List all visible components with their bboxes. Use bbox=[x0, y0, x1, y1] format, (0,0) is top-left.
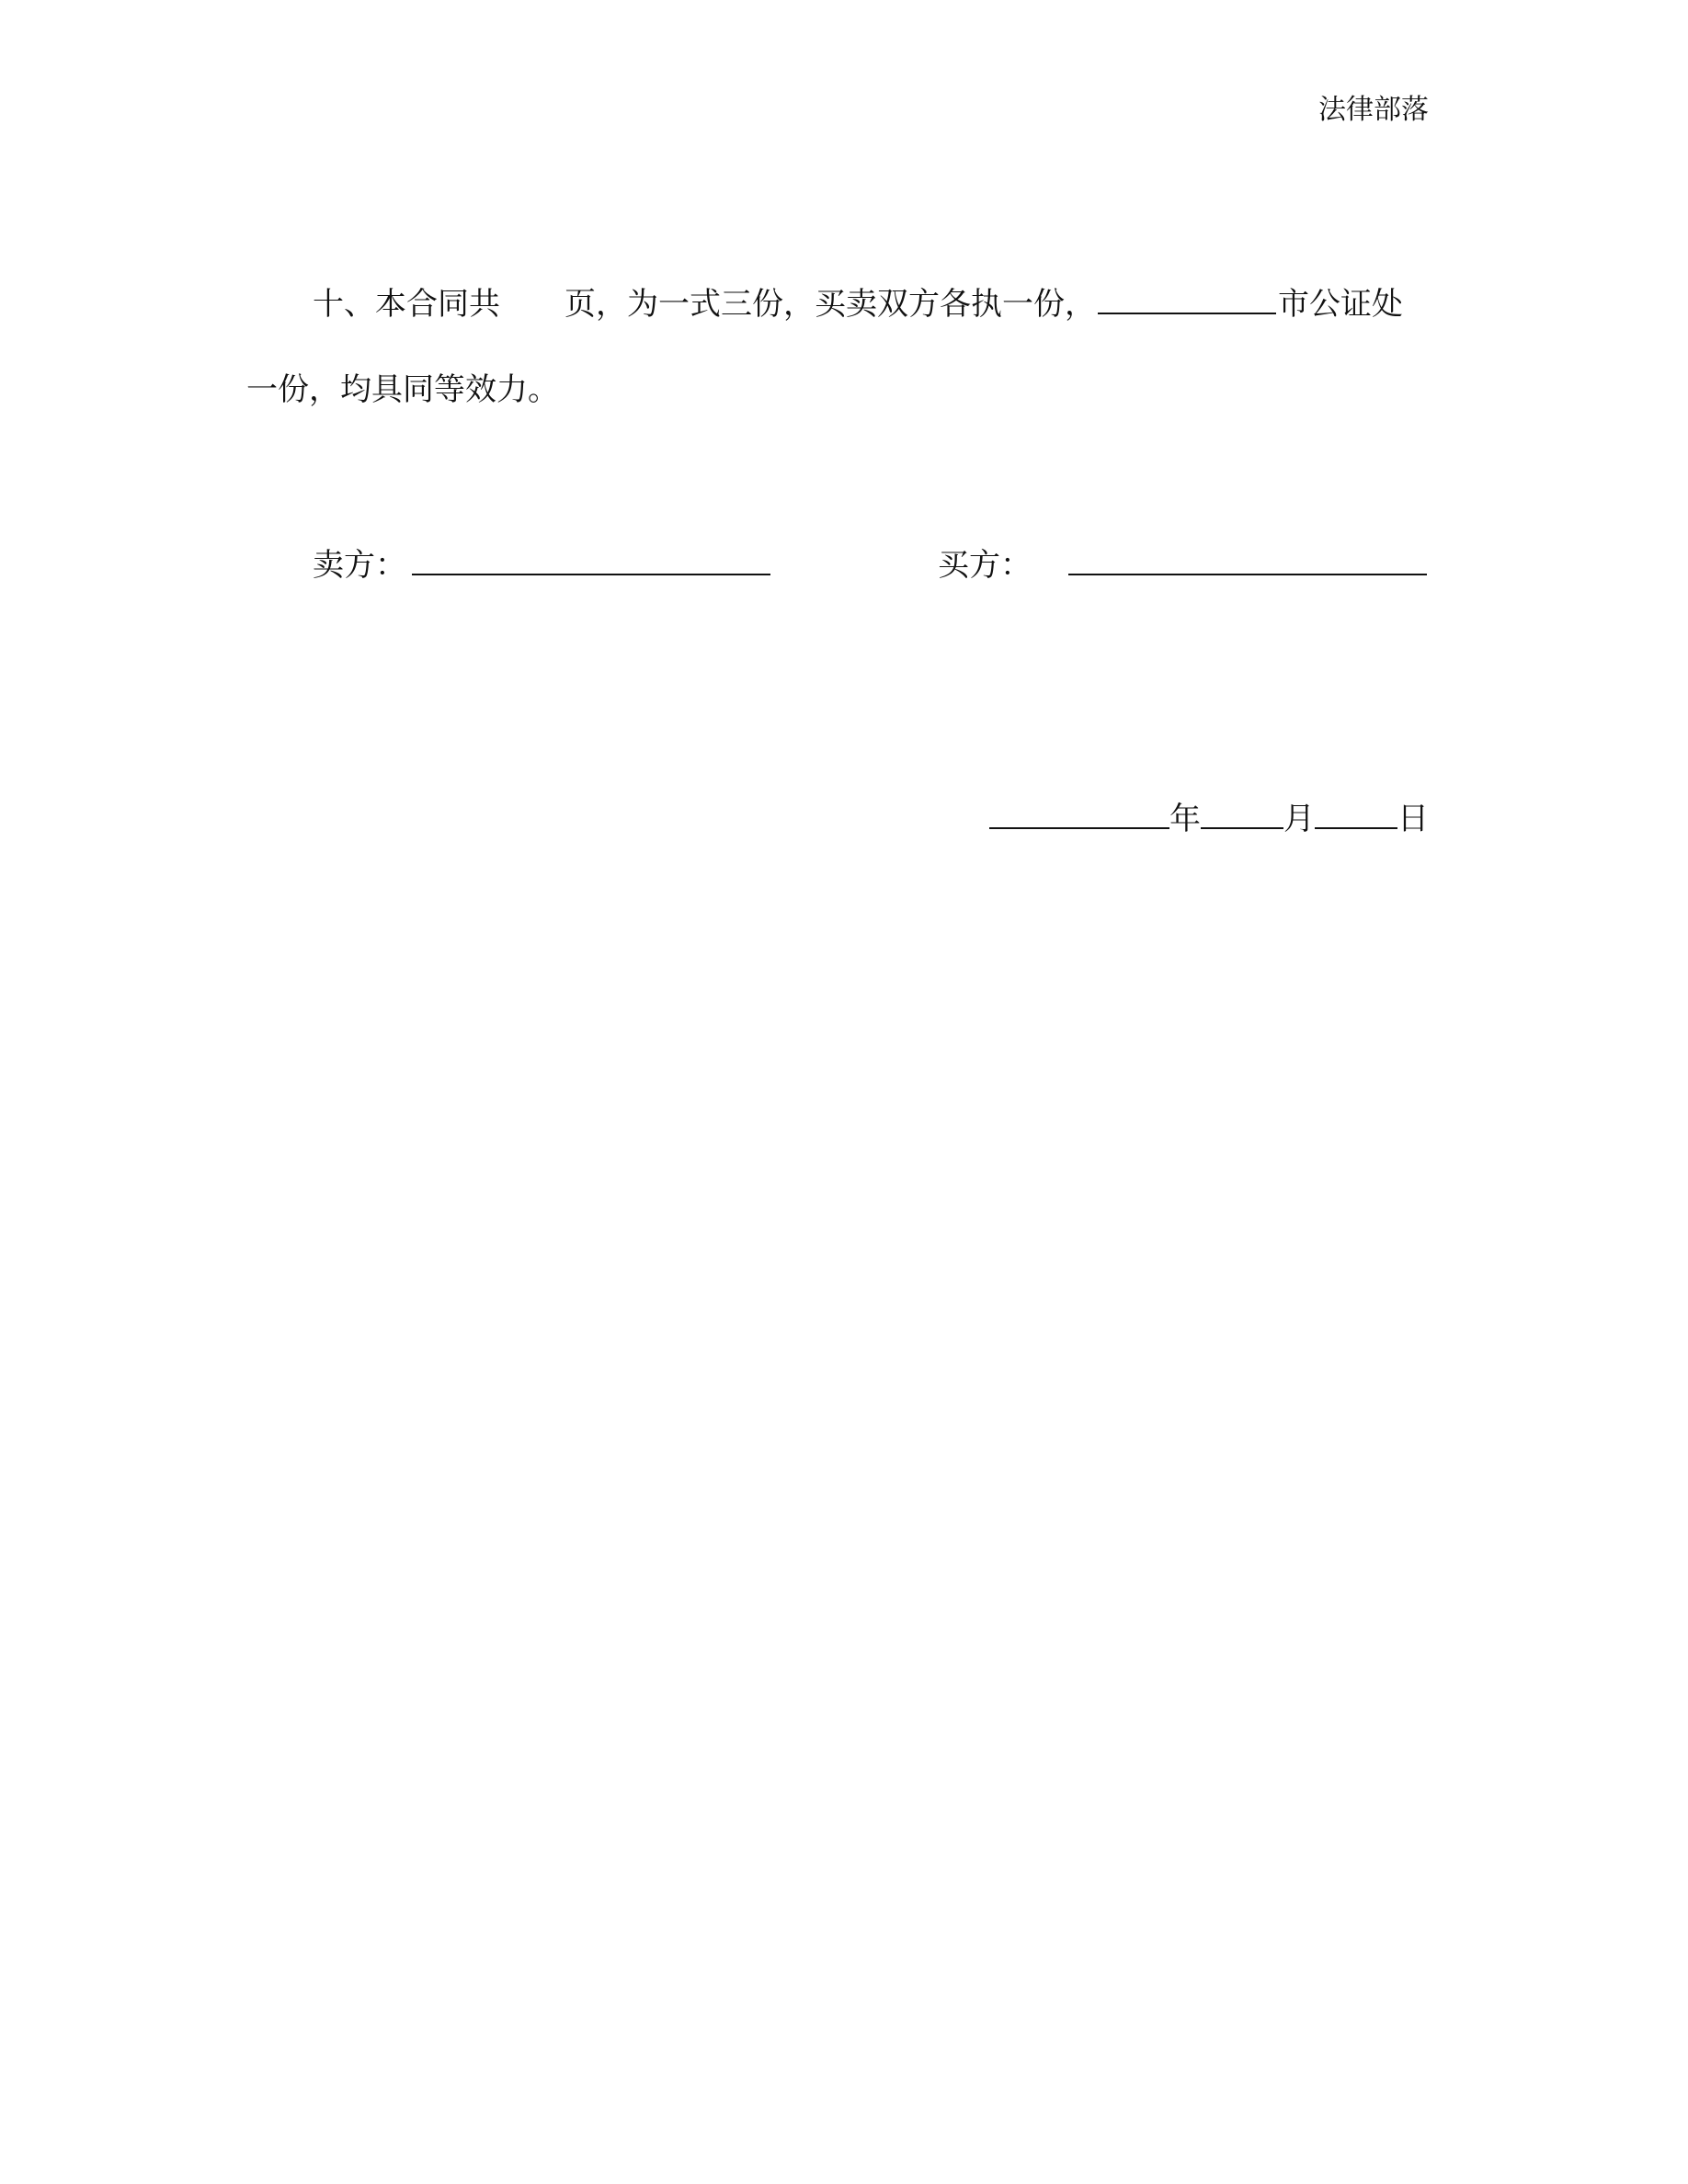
seller-signature-line bbox=[412, 542, 770, 575]
header-brand: 法律部落 bbox=[1318, 94, 1429, 126]
year-label: 年 bbox=[1169, 801, 1201, 837]
date-line bbox=[989, 796, 1429, 841]
clause-text-part3: 市公证处 bbox=[1278, 286, 1403, 323]
month-blank-line bbox=[1201, 796, 1283, 829]
clause-ten-line-1 bbox=[313, 281, 1403, 326]
year-blank-line bbox=[989, 796, 1169, 829]
seller-signature bbox=[313, 542, 770, 587]
buyer-signature bbox=[938, 542, 1427, 587]
day-blank-line bbox=[1315, 796, 1397, 829]
seller-label: 卖方： bbox=[313, 547, 406, 584]
clause-text-part2: 页，为一式三份，买卖双方各执一份， bbox=[565, 286, 1096, 323]
day-label: 日 bbox=[1397, 801, 1429, 837]
clause-text-part1: 十、本合同共 bbox=[313, 286, 500, 323]
month-label: 月 bbox=[1283, 801, 1315, 837]
buyer-signature-line bbox=[1068, 542, 1427, 575]
buyer-label: 买方： bbox=[938, 547, 1032, 584]
city-blank-line bbox=[1098, 281, 1276, 314]
clause-ten-line-2: 一份，均具同等效力。 bbox=[246, 371, 559, 408]
